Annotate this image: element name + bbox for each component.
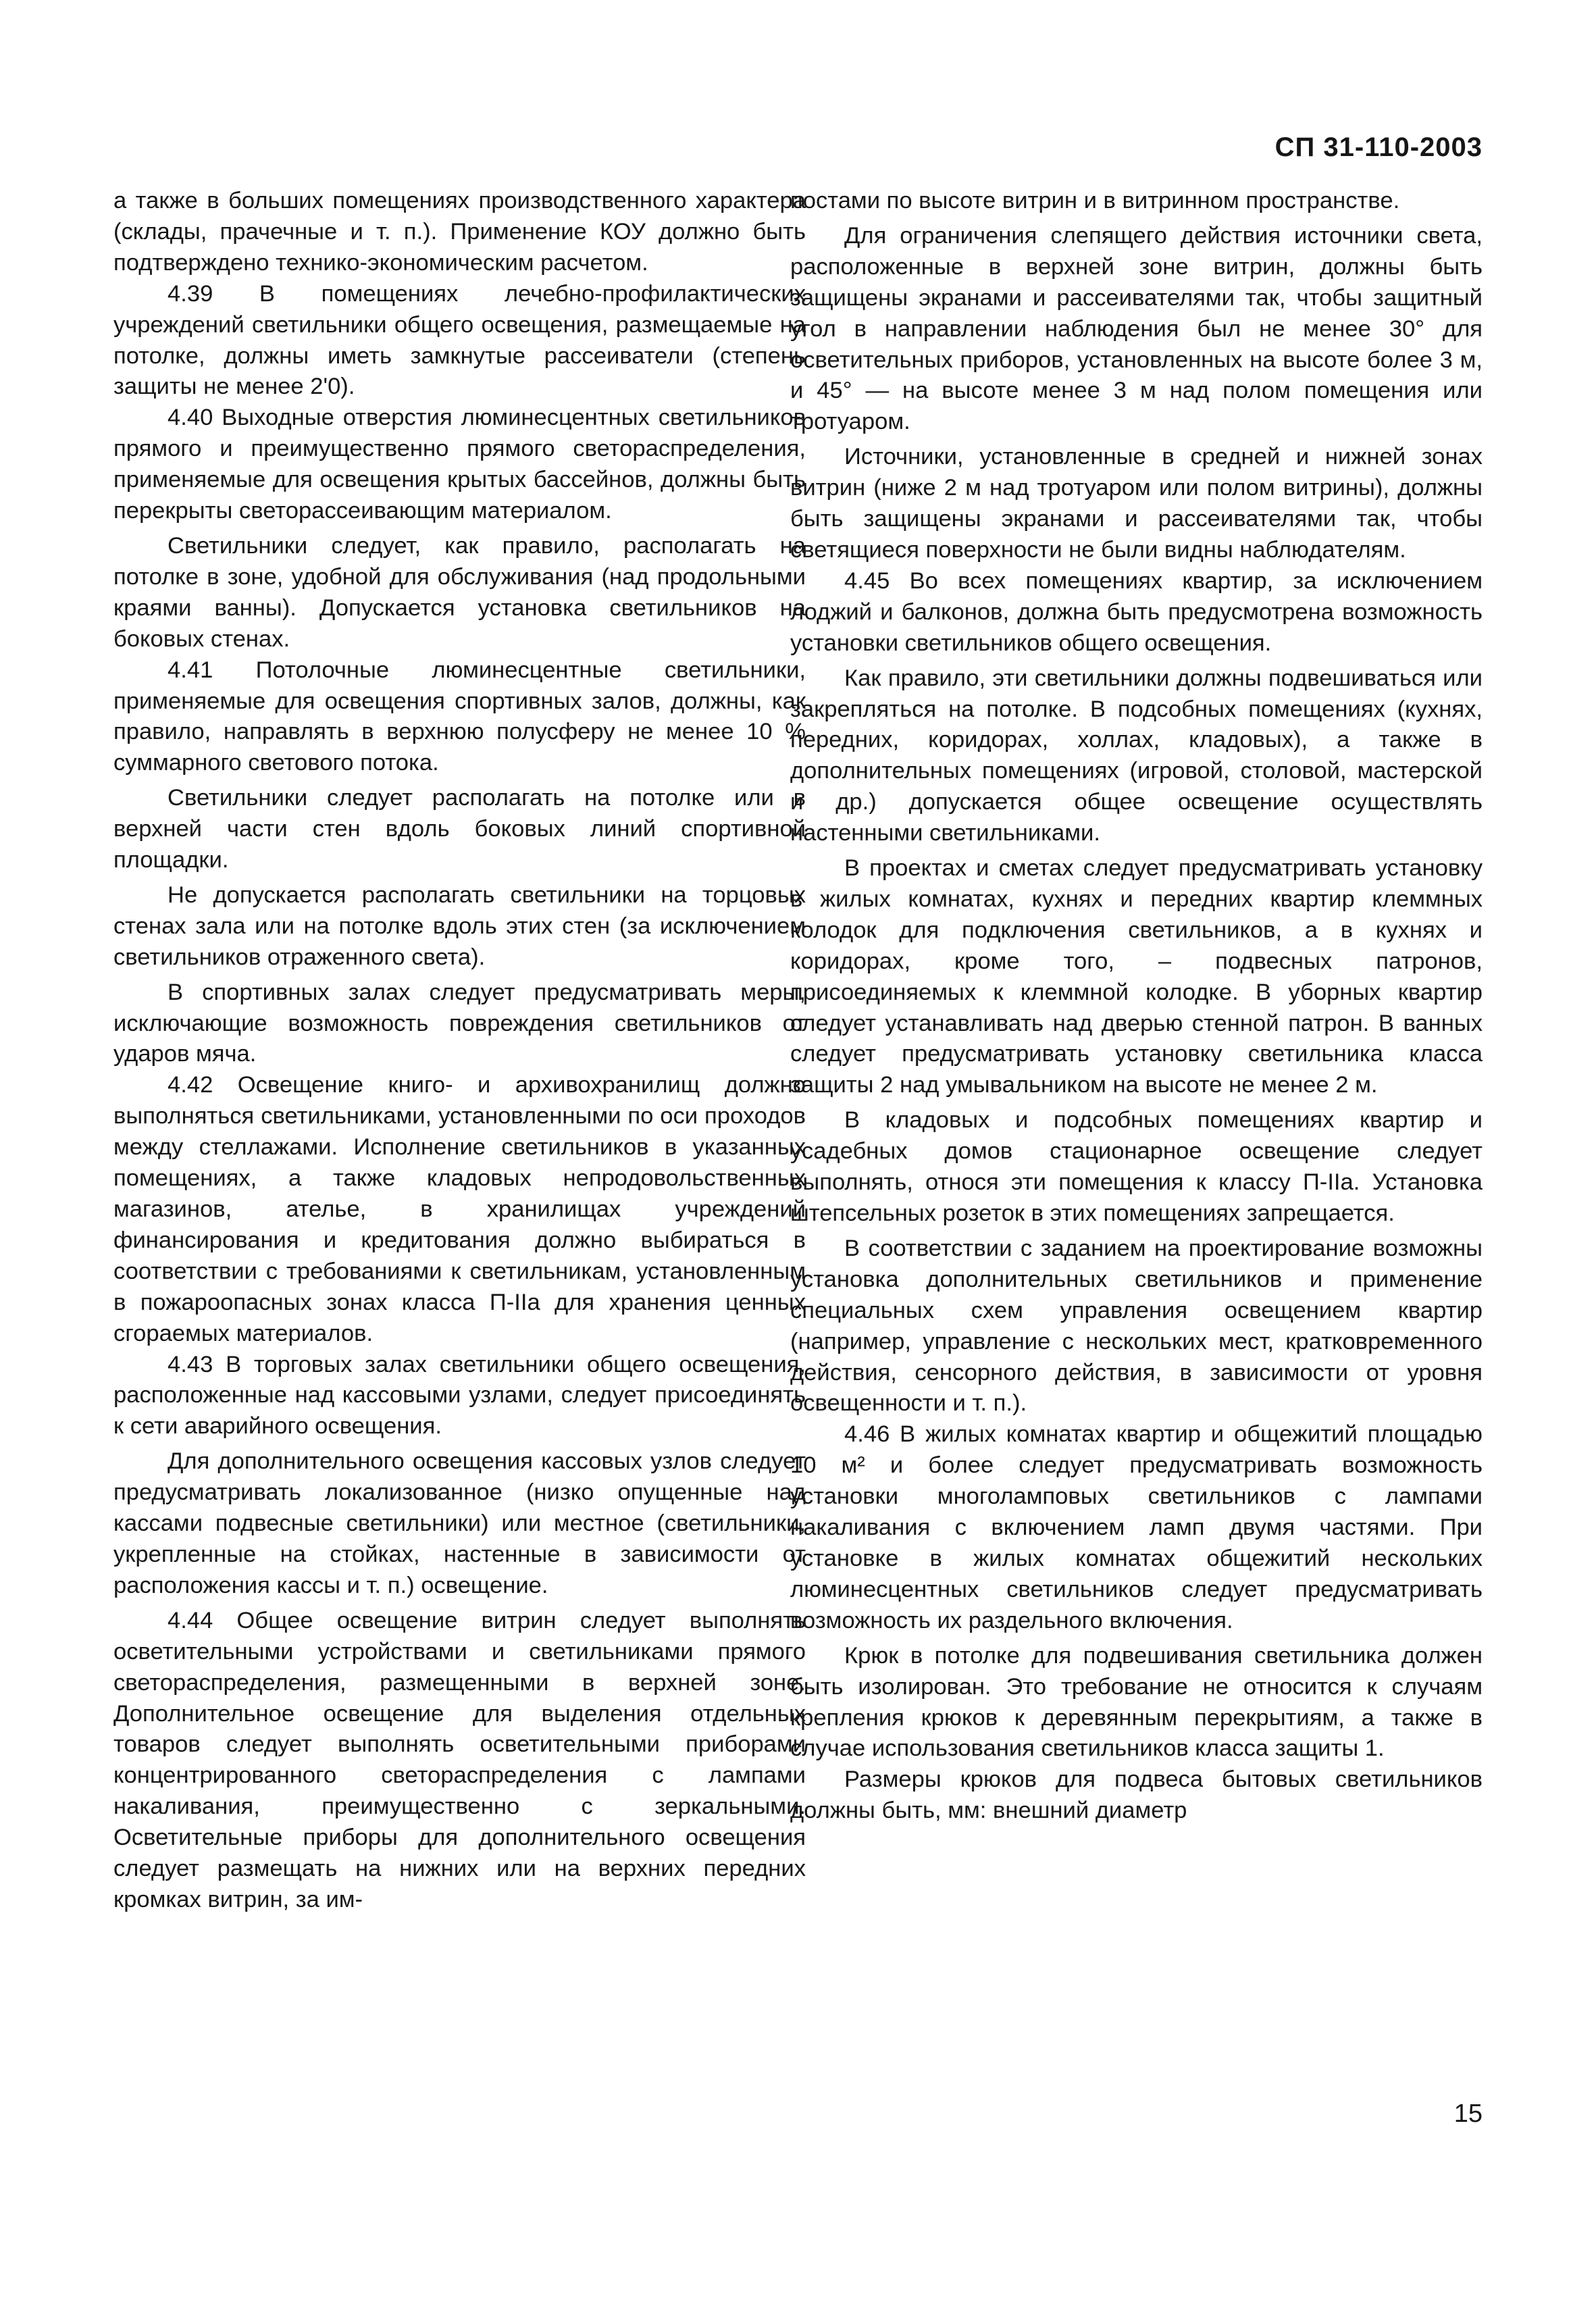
paragraph: Светильники следует располагать на потолке или в верхней части стен вдоль боковых линий спортивной площадки. bbox=[113, 785, 806, 873]
paragraph: В спортивных залах следует предусматривать меры, исключающие возможность повреждения светильников от ударов мяча. bbox=[113, 979, 806, 1067]
right-column bbox=[790, 186, 1483, 1827]
paragraph: постами по высоте витрин и в витринном пространстве. bbox=[790, 188, 1400, 213]
paragraph: В кладовых и подсобных помещениях квартир и усадебных домов стационарное освещение следует выполнять, относя эти помещения к классу П-IIа. Установка штепсельных розеток в этих помещениях запрещается. bbox=[790, 1107, 1483, 1226]
paragraph-4-42: 4.42 Освещение книго- и архивохранилищ должно выполняться светильниками, установленными по оси проходов между стеллажами. Исполнение светильников в указанных помещениях, а также кладовых непродовольственных магазинов, ателье, в хранилищах учреждений финансирования и кредитования должно выбираться в соответствии с требованиями к светильникам, установленным в пожароопасных зонах класса П-IIа для хранения ценных сгораемых материалов. bbox=[113, 1072, 806, 1346]
paragraph: Светильники следует, как правило, располагать на потолке в зоне, удобной для обслуживания (над продольными краями ванны). Допускается установка светильников на боковых стенах. bbox=[113, 532, 806, 652]
paragraph: Источники, установленные в средней и нижней зонах витрин (ниже 2 м над тротуаром или полом витрины), должны быть защищены экранами и рассеивателями так, чтобы светящиеся поверхности не были видны наблюдателям. bbox=[790, 444, 1483, 563]
page-number: 15 bbox=[1453, 2100, 1483, 2128]
paragraph-4-44: 4.44 Общее освещение витрин следует выполнять осветительными устройствами и светильниками прямого светораспределения, размещенными в верхней зоне. Дополнительное освещение для выделения отдельных товаров следует выполнять осветительными приборами концентрированного светораспределения с лампами накаливания, преимущественно с зеркальными. Осветительные приборы для дополнительного освещения следует размещать на нижних или на верхних передних кромках витрин, за им- bbox=[113, 1607, 806, 1912]
paragraph-4-39: 4.39 В помещениях лечебно-профилактических учреждений светильники общего освещения, размещаемые на потолке, должны иметь замкнутые рассеиватели (степень защиты не менее 2'0). bbox=[113, 280, 806, 400]
paragraph-4-45: 4.45 Во всех помещениях квартир, за исключением лоджий и балконов, должна быть предусмотрена возможность установки светильников общего освещения. bbox=[790, 567, 1483, 656]
paragraph-4-46: 4.46 В жилых комнатах квартир и общежитий площадью 10 м² и более следует предусматривать возможность установки многоламповых светильников с лампами накаливания с включением ламп двумя частями. При установке в жилых комнатах общежитий нескольких люминесцентных светильников следует предусматривать возможность их раздельного включения. bbox=[790, 1421, 1483, 1633]
paragraph: В проектах и сметах следует предусматривать установку в жилых комнатах, кухнях и передних квартир клеммных колодок для подключения светильников, а в кухнях и коридорах, кроме того, – подвесных патронов, присоединяемых к клеммной колодке. В уборных квартир следует устанавливать над дверью стенной патрон. В ванных следует предусматривать установку светильника класса защиты 2 над умывальником на высоте не менее 2 м. bbox=[790, 855, 1483, 1098]
paragraph: а также в больших помещениях производственного характера (склады, прачечные и т. п.). Применение КОУ должно быть подтверждено технико-экономическим расчетом. bbox=[113, 188, 806, 276]
paragraph: Для ограничения слепящего действия источники света, расположенные в верхней зоне витрин, должны быть защищены экранами и рассеивателями так, чтобы защитный угол в направлении наблюдения был не менее 30° для осветительных приборов, установленных на высоте более 3 м, и 45° — на высоте менее 3 м над полом помещения или тротуаром. bbox=[790, 222, 1483, 435]
paragraph: В соответствии с заданием на проектирование возможны установка дополнительных светильников и применение специальных схем управления освещением квартир (например, управление с нескольких мест, кратковременного действия, сенсорного действия, в зависимости от уровня освещенности и т. п.). bbox=[790, 1235, 1483, 1417]
paragraph: Размеры крюков для подвеса бытовых светильников должны быть, мм: внешний диаметр bbox=[790, 1766, 1483, 1824]
paragraph: Крюк в потолке для подвешивания светильника должен быть изолирован. Это требование не относится к случаям крепления крюков к деревянным перекрытиям, а также в случае использования светильников класса защиты 1. bbox=[790, 1642, 1483, 1762]
paragraph: Для дополнительного освещения кассовых узлов следует предусматривать локализованное (низко опущенные над кассами подвесные светильники) или местное (светильники, укрепленные на стойках, настенные в зависимости от расположения кассы и т. п.) освещение. bbox=[113, 1448, 806, 1598]
document-code: СП 31-110-2003 bbox=[1275, 132, 1483, 162]
paragraph: Как правило, эти светильники должны подвешиваться или закрепляться на потолке. В подсобных помещениях (кухнях, передних, коридорах, холлах, кладовых), а также в дополнительных помещениях (игровой, столовой, мастерской и др.) допускается общее освещение осуществлять настенными светильниками. bbox=[790, 665, 1483, 846]
paragraph-4-41: 4.41 Потолочные люминесцентные светильники, применяемые для освещения спортивных залов, должны, как правило, направлять в верхнюю полусферу не менее 10 % суммарного светового потока. bbox=[113, 657, 806, 776]
left-column bbox=[113, 186, 806, 1916]
paragraph-4-43: 4.43 В торговых залах светильники общего освещения, расположенные над кассовыми узлами, следует присоединять к сети аварийного освещения. bbox=[113, 1351, 806, 1440]
paragraph: Не допускается располагать светильники на торцовых стенах зала или на потолке вдоль этих стен (за исключением светильников отраженного света). bbox=[113, 882, 806, 970]
paragraph-4-40: 4.40 Выходные отверстия люминесцентных светильников прямого и преимущественно прямого светораспределения, применяемые для освещения крытых бассейнов, должны быть перекрыты светорассеивающим материалом. bbox=[113, 405, 806, 524]
